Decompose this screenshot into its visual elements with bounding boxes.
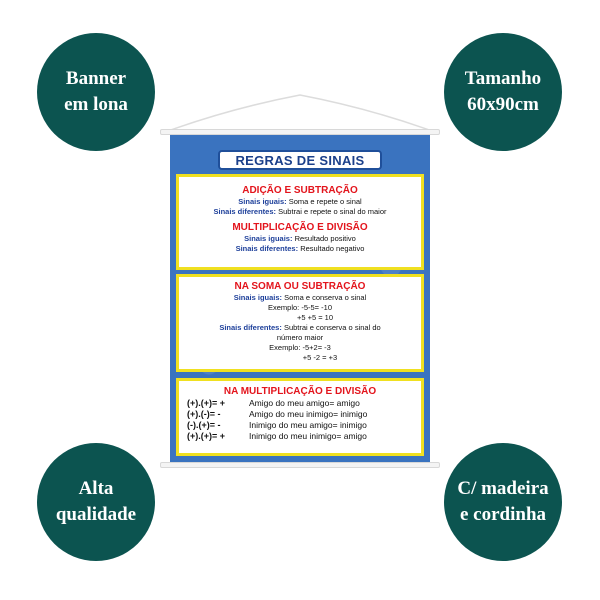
rule-line: [179, 244, 421, 254]
rule-key: Sinais diferentes:: [235, 244, 299, 253]
sign-formula: (+).(+)= +: [187, 431, 226, 441]
quality-badge: [37, 443, 155, 561]
badge-line: C/ madeira: [457, 478, 549, 499]
rule-line: [179, 197, 421, 207]
badge-line: e cordinha: [459, 504, 547, 525]
banner-title: REGRAS DE SINAIS: [218, 150, 382, 170]
rule-key: Sinais iguais:: [233, 293, 283, 302]
rule-line: [179, 207, 421, 217]
rule-key: Sinais iguais:: [244, 234, 293, 243]
sign-formula: (+).(+)= +: [187, 398, 226, 408]
sign-rule-row: [179, 398, 421, 409]
rule-line: [179, 234, 421, 244]
sign-meaning: Amigo do meu amigo= amigo: [249, 398, 360, 408]
sign-meaning: Inimigo do meu inimigo= amigo: [249, 431, 367, 441]
badge-line: 60x90cm: [467, 94, 539, 115]
rule-text: Resultado positivo: [292, 234, 356, 243]
example-line: Exemplo: -5+2= -3: [269, 343, 331, 352]
badge-line: qualidade: [55, 504, 137, 525]
sign-rule-row: [179, 409, 421, 420]
rule-key: Sinais diferentes:: [213, 207, 277, 216]
sign-formula: (+).(-)= -: [187, 409, 221, 419]
example-line: +5 -2 = +3: [302, 353, 338, 362]
sign-rule-row: [179, 431, 421, 442]
rule-key: Sinais diferentes:: [219, 323, 282, 332]
size-badge: [444, 33, 562, 151]
rule-text: Soma e repete o sinal: [286, 197, 362, 206]
rule-text: Subtrai e conserva o sinal do: [281, 323, 381, 332]
rules-panel-sum-subtraction: [176, 274, 424, 372]
wood-cord-badge: [444, 443, 562, 561]
sign-meaning: Inimigo do meu amigo= inimigo: [249, 420, 367, 430]
top-wooden-rod: [160, 129, 440, 135]
panel-heading: NA SOMA OU SUBTRAÇÃO: [234, 281, 366, 292]
example-line: Exemplo: -5-5= -10: [268, 303, 332, 312]
badge-line: Alta: [78, 478, 114, 499]
panel-heading: ADIÇÃO E SUBTRAÇÃO: [242, 185, 358, 196]
example-line: +5 +5 = 10: [296, 313, 334, 322]
sign-formula: (-).(+)= -: [187, 420, 221, 430]
badge-line: em lona: [64, 94, 128, 115]
panel-heading: NA MULTIPLICAÇÃO E DIVISÃO: [223, 386, 377, 397]
rule-line: [179, 293, 421, 303]
sign-meaning: Amigo do meu inimigo= inimigo: [249, 409, 368, 419]
rules-panel-addition-multiplication: [176, 174, 424, 270]
rule-line: número maior: [276, 333, 324, 342]
rule-key: Sinais iguais:: [238, 197, 287, 206]
banner-em-lona-badge: [37, 33, 155, 151]
rule-text: Resultado negativo: [298, 244, 365, 253]
rule-line: [179, 323, 421, 333]
badge-line: Banner: [65, 68, 127, 89]
rule-text: Subtrai e repete o sinal do maior: [276, 207, 387, 216]
rules-panel-multiplication-division: [176, 378, 424, 456]
rule-text: Soma e conserva o sinal: [282, 293, 367, 302]
badge-line: Tamanho: [464, 68, 542, 89]
sign-rule-row: [179, 420, 421, 431]
panel-heading: MULTIPLICAÇÃO E DIVISÃO: [232, 222, 368, 233]
bottom-wooden-rod: [160, 462, 440, 468]
